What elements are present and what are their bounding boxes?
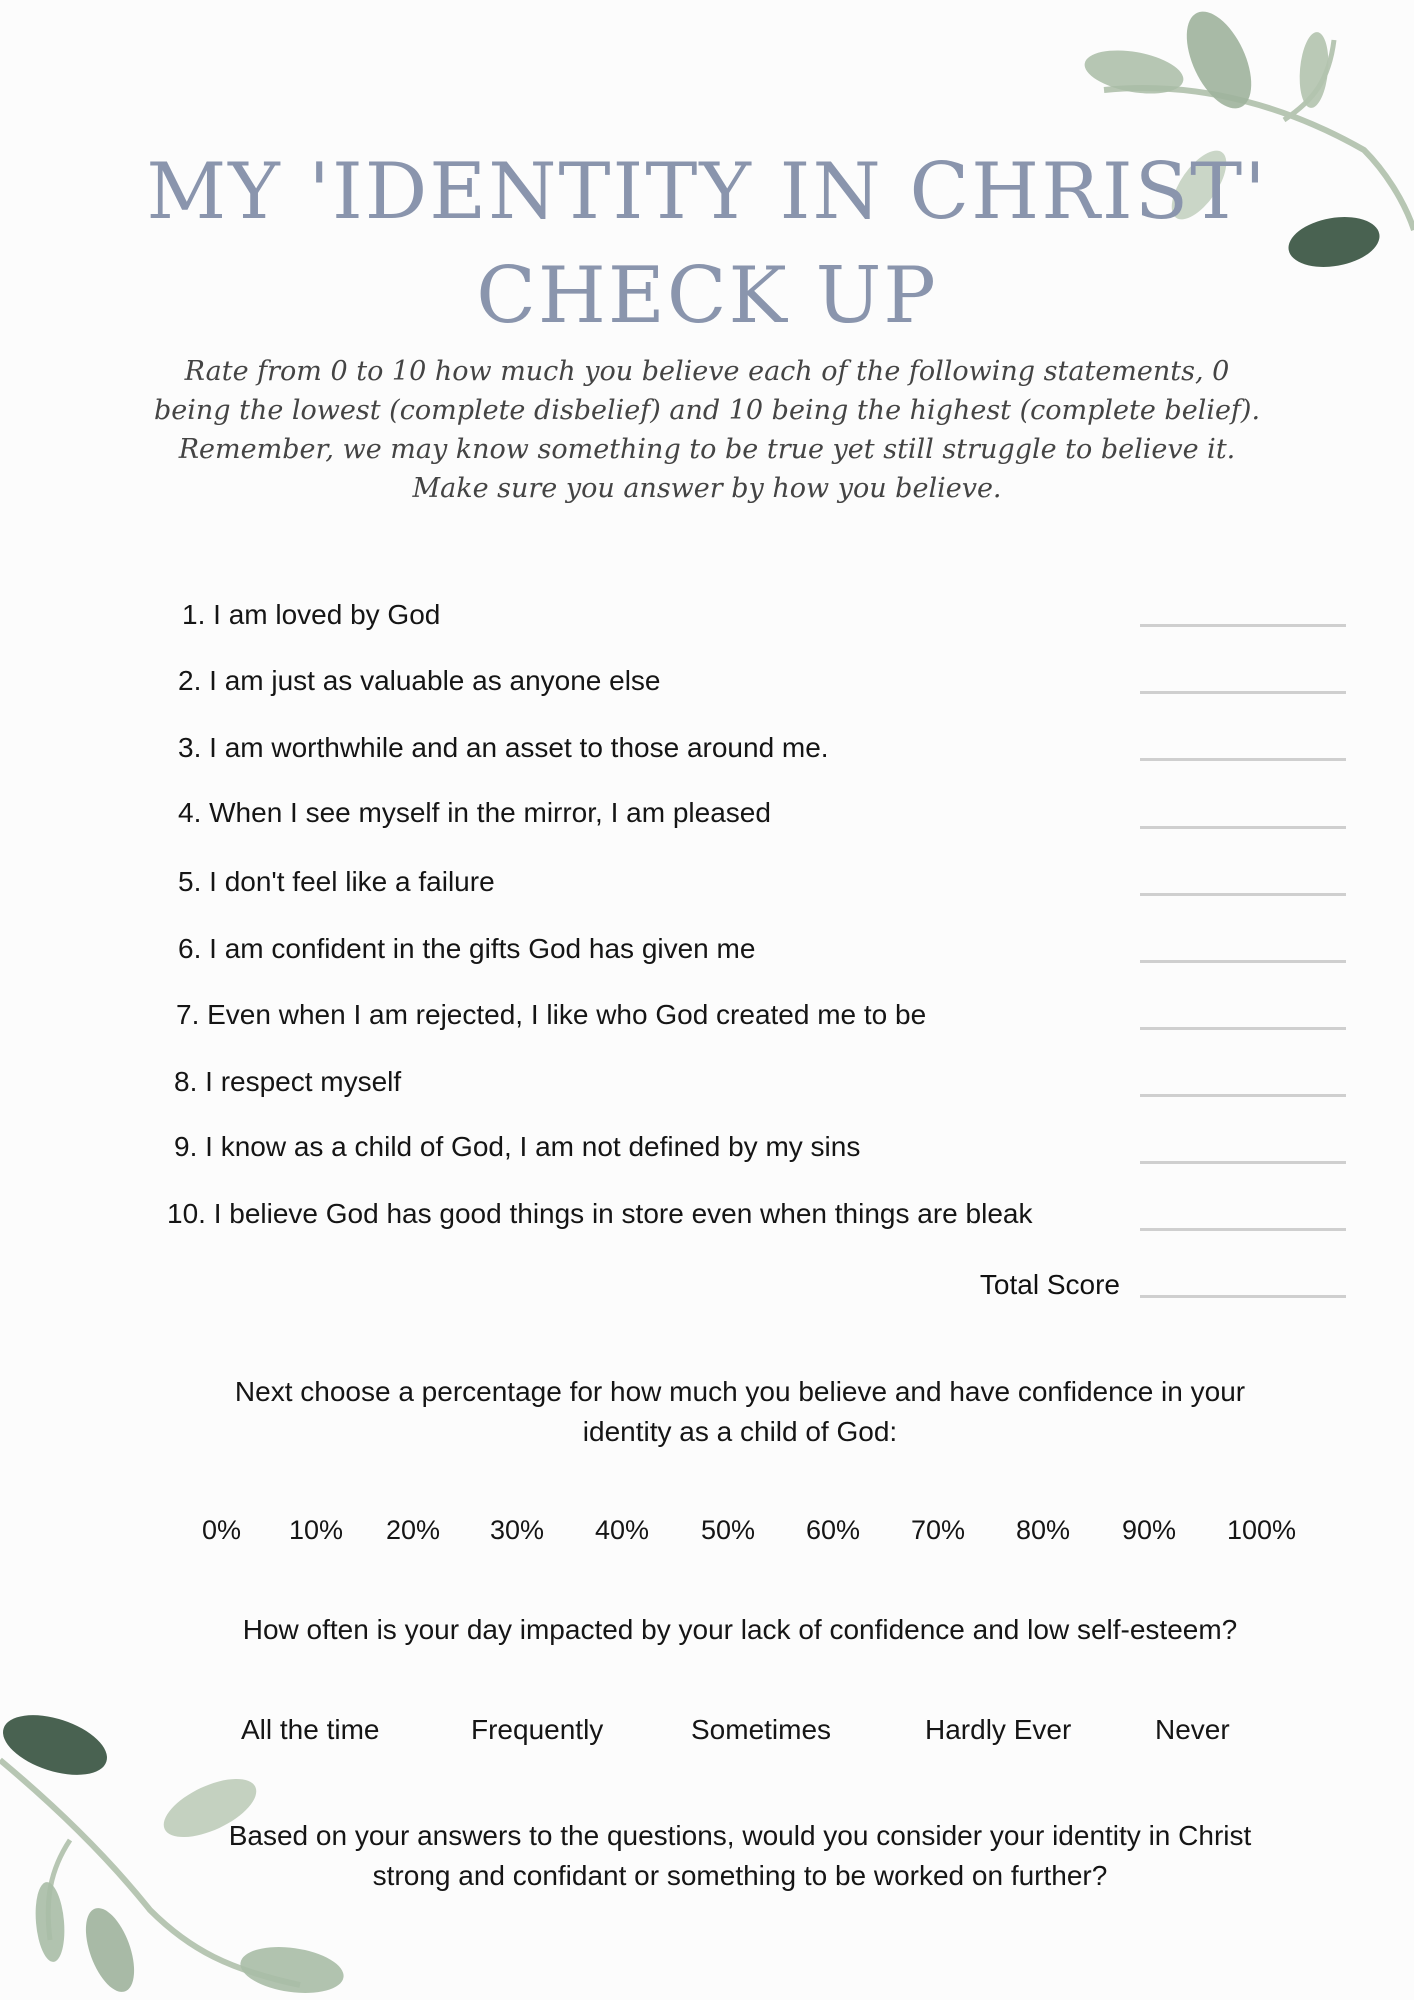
answer-line-4[interactable] bbox=[1140, 826, 1346, 829]
percentage-option-60[interactable]: 60% bbox=[806, 1515, 861, 1545]
page-title bbox=[0, 140, 1414, 348]
answer-line-3[interactable] bbox=[1140, 758, 1346, 761]
percentage-option-50[interactable]: 50% bbox=[701, 1515, 756, 1545]
statement-4: 4. When I see myself in the mirror, I am pleased bbox=[178, 797, 771, 828]
percentage-option-10[interactable]: 10% bbox=[289, 1515, 344, 1545]
percentage-option-20[interactable]: 20% bbox=[386, 1515, 441, 1545]
frequency-option-sometimes[interactable]: Sometimes bbox=[691, 1714, 832, 1745]
percentage-question bbox=[150, 1372, 1330, 1452]
statement-8: 8. I respect myself bbox=[174, 1066, 402, 1097]
percentage-option-70[interactable]: 70% bbox=[911, 1515, 966, 1545]
percentage-option-80[interactable]: 80% bbox=[1016, 1515, 1071, 1545]
percentage-option-30[interactable]: 30% bbox=[490, 1515, 545, 1545]
answer-line-1[interactable] bbox=[1140, 624, 1346, 627]
final-question-line: strong and confidant or something to be worked on further? bbox=[372, 1860, 1108, 1891]
frequency-question: How often is your day impacted by your lack of confidence and low self-esteem? bbox=[242, 1614, 1238, 1645]
statement-10: 10. I believe God has good things in store even when things are bleak bbox=[167, 1198, 1033, 1229]
final-question bbox=[150, 1816, 1330, 1896]
answer-line-9[interactable] bbox=[1140, 1161, 1346, 1164]
instructions-line: Rate from 0 to 10 how much you believe each of the following statements, 0 bbox=[184, 356, 1230, 387]
percentage-option-100[interactable]: 100% bbox=[1227, 1515, 1297, 1545]
answer-line-8[interactable] bbox=[1140, 1094, 1346, 1097]
title-line-2: CHECK UP bbox=[476, 251, 938, 341]
instructions bbox=[130, 352, 1284, 508]
total-score-label: Total Score bbox=[979, 1269, 1120, 1300]
statement-6: 6. I am confident in the gifts God has given me bbox=[178, 933, 756, 964]
answer-line-5[interactable] bbox=[1140, 893, 1346, 896]
instructions-line: Make sure you answer by how you believe. bbox=[412, 473, 1002, 504]
answer-line-7[interactable] bbox=[1140, 1027, 1346, 1030]
total-score-line[interactable] bbox=[1140, 1295, 1346, 1298]
instructions-line: being the lowest (complete disbelief) and 10 being the highest (complete belief). bbox=[153, 395, 1261, 426]
statement-1: 1. I am loved by God bbox=[182, 599, 441, 630]
statement-3: 3. I am worthwhile and an asset to those around me. bbox=[178, 732, 829, 763]
title-line-1: MY 'IDENTITY IN CHRIST' bbox=[146, 147, 1268, 237]
answer-line-10[interactable] bbox=[1140, 1228, 1346, 1231]
answer-line-6[interactable] bbox=[1140, 960, 1346, 963]
statement-7: 7. Even when I am rejected, I like who God created me to be bbox=[176, 999, 927, 1030]
percentage-option-0[interactable]: 0% bbox=[202, 1515, 242, 1545]
frequency-option-never[interactable]: Never bbox=[1155, 1714, 1230, 1745]
frequency-option-hardly-ever[interactable]: Hardly Ever bbox=[925, 1714, 1072, 1745]
statement-2: 2. I am just as valuable as anyone else bbox=[178, 665, 661, 696]
percentage-option-40[interactable]: 40% bbox=[595, 1515, 650, 1545]
answer-line-2[interactable] bbox=[1140, 691, 1346, 694]
frequency-option-frequently[interactable]: Frequently bbox=[471, 1714, 604, 1745]
percentage-option-90[interactable]: 90% bbox=[1122, 1515, 1177, 1545]
frequency-option-all-the-time[interactable]: All the time bbox=[241, 1714, 380, 1745]
statement-9: 9. I know as a child of God, I am not defined by my sins bbox=[174, 1131, 861, 1162]
percentage-question-line: identity as a child of God: bbox=[582, 1416, 898, 1447]
final-question-line: Based on your answers to the questions, would you consider your identity in Christ bbox=[228, 1820, 1252, 1851]
percentage-question-line: Next choose a percentage for how much you believe and have confidence in your bbox=[234, 1376, 1246, 1407]
instructions-line: Remember, we may know something to be true yet still struggle to believe it. bbox=[178, 434, 1236, 465]
statement-5: 5. I don't feel like a failure bbox=[178, 866, 495, 897]
